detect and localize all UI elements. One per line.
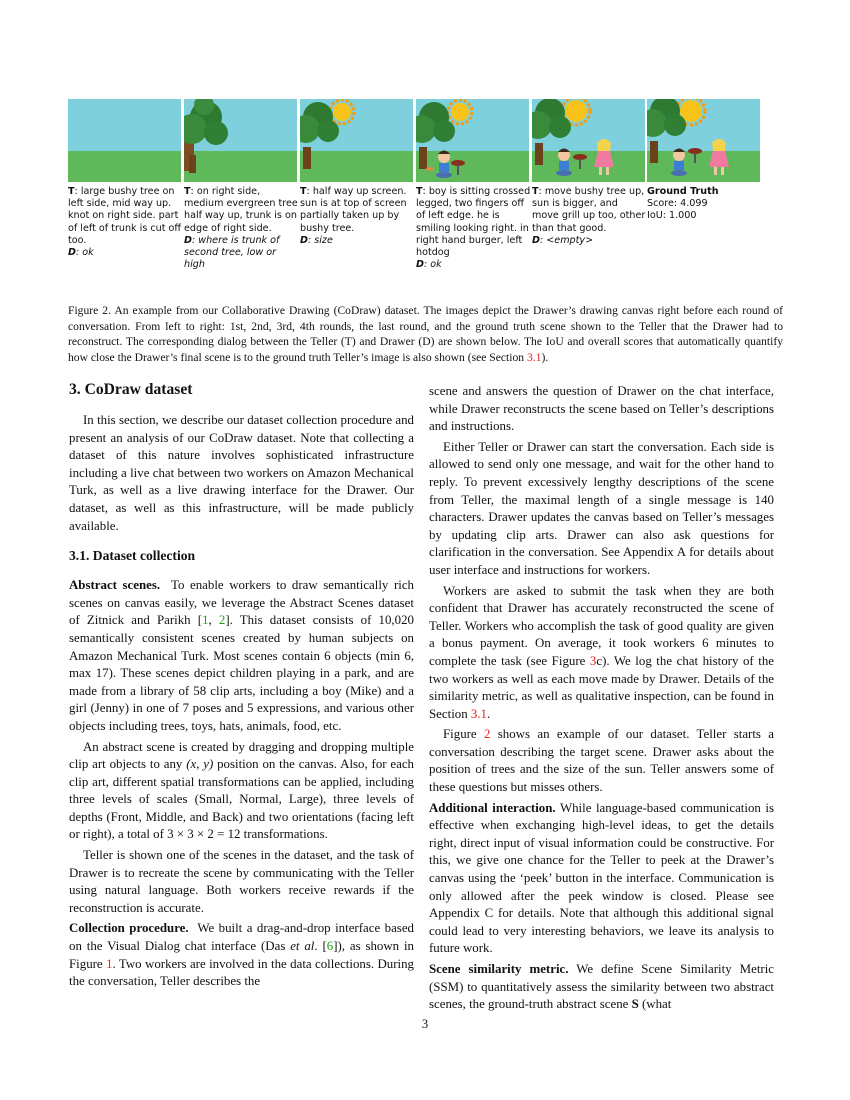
scene-similarity-paragraph: Scene similarity metric. We define Scene Similarity Metric (SSM) to quantitatively assess the similarity between two abstract scenes, the ground-truth abstract scene S (what: [429, 962, 774, 1012]
either-paragraph: Either Teller or Drawer can start the conversation. Each side is allowed to send only one message, and wait for the other hand to reply. To prevent excessively lengthy descriptions of the scene from Teller, the maximal length of a single message is 140 characters. Drawer updates the canvas based on Teller’s messages by updating clip arts. Drawer can also ask questions for clarification in the conversation. See Appendix A for details about user interface and instructions for workers.: [429, 439, 774, 577]
canvas-ground-truth: [647, 99, 760, 182]
drawer-message: D: ok: [68, 247, 94, 259]
figure-caption: Figure 2. An example from our Collaborative Drawing (CoDraw) dataset. The images depict the Drawer’s drawing canvas right before each round of conversation. From left to right: 1st, 2nd, 3rd, 4th rounds, the last round, and the ground truth scene shown to the Teller that the Drawer had to reconstruct. The corresponding dialog between the Teller (T) and Drawer (D) are shown below. The IoU and overall scores that automatically quantify how close the Drawer’s final scene is to the ground truth Teller’s image is also shown (see Section 3.1).: [68, 304, 783, 365]
drawer-message: D: ok: [416, 259, 442, 271]
canvas-round-4: [416, 99, 529, 182]
teller-message: T: boy is sitting crossed legged, two fingers off of left edge. he is smiling looking right. in right hand burger, left hotdog: [416, 186, 531, 259]
page-number: 3: [421, 1017, 429, 1031]
left-column: [69, 378, 414, 991]
workers-paragraph: Workers are asked to submit the task when they are both confident that Drawer has accurately reconstructed the scene of Teller. Workers who accomplish the task of good quality are given a bonus payment. On average, it took workers 6 minutes to complete the task (see Figure 3c). We log the chat history of the two workers as well as each move made by Drawer. Details of the similarity metric, as well as qualitative inspection, can be found in Section 3.1.: [429, 583, 774, 721]
subsection-title: 3.1. Dataset collection: [69, 548, 196, 564]
canvas-round-3: [300, 99, 413, 182]
scene-image-2: [184, 99, 297, 182]
figure-link[interactable]: 2: [484, 727, 491, 742]
teller-paragraph: Teller is shown one of the scenes in the dataset, and the task of Drawer is to recreate the scene by communicating with the Teller using natural language. Both workers receive rewards if the reconstruction is accurate.: [69, 848, 414, 915]
section-title: 3. CoDraw dataset: [69, 381, 193, 398]
intro-paragraph: In this section, we describe our dataset collection procedure and present an analysis of our CoDraw dataset. Note that collecting a dataset of this nature involves sophisticated infrastructure including a live chat between two workers on Amazon Mechanical Turk, as well as a live drawing interface for the Drawer. Our dataset, as well as this infrastructure, will be made publicly available.: [69, 413, 414, 533]
right-column: [429, 383, 774, 1014]
continued-paragraph: scene and answers the question of Drawer on the chat interface, while Drawer reconstructs the scene based on Teller’s descriptions and instructions.: [429, 384, 774, 434]
figure-example-paragraph: Figure 2 shows an example of our dataset. Teller starts a conversation describing the target scene. Drawer asks about the position of trees and the size of the sun. Teller answers some of these questions but misses others.: [429, 727, 774, 795]
ground-truth-scores: [647, 186, 762, 223]
teller-message: T: on right side, medium evergreen tree half way up, trunk is on edge of right side.: [184, 186, 298, 234]
teller-message: T: half way up screen. sun is at top of screen partially taken up by bushy tree.: [300, 186, 407, 234]
teller-message: T: large bushy tree on left side, mid way up. knot on right side. part of left of trunk is cut off too.: [68, 186, 182, 246]
canvas-round-2: [184, 99, 297, 182]
dialog-round-3: [300, 186, 415, 247]
abstract-scenes-paragraph: Abstract scenes. To enable workers to draw semantically rich scenes on canvas easily, we leverage the Abstract Scenes dataset of Zitnick and Parikh [1, 2]. This dataset consists of 10,020 semantically consistent scenes created by human subjects on Amazon Mechanical Turk. Most scenes contain 6 objects (min 6, max 17). These scenes depict children playing in a park, and are made from a library of 58 clip arts, including a boy (Mike) and a girl (Jenny) in one of 7 poses and 5 expressions, and various other objects including trees, toys, hats, animals, food, etc.: [69, 578, 414, 733]
citation-link[interactable]: 6: [326, 939, 334, 954]
ground-truth-title: Ground Truth: [647, 186, 719, 197]
dialog-round-2: [184, 186, 299, 271]
citation-link[interactable]: 1: [202, 613, 209, 628]
additional-interaction-paragraph: Additional interaction. While language-based communication is effective when exchanging high-level ideas, to get the details right, direct input of visual information could be constructive. For this, we give one chance for the Teller to peek at the Drawer’s canvas using the ‘peek’ button in the interface. Communication is only allowed after the peek window is closed. Please see Appendix C for details. Note that although this additional signal could lead to very interesting behaviors, we leave its analysis to future work.: [429, 800, 774, 956]
teller-message: T: move bushy tree up, sun is bigger, and move grill up too, other than that good.: [532, 186, 646, 234]
canvas-round-1: [68, 99, 181, 182]
drawer-message: D: size: [300, 234, 333, 246]
drawer-message: D: where is trunk of second tree, low or high: [184, 234, 280, 271]
dialog-round-4: [416, 186, 531, 271]
citation-link[interactable]: 2: [218, 613, 226, 628]
drag-drop-paragraph: An abstract scene is created by dragging and dropping multiple clip art objects to any (x, y) position on the canvas. Also, for each clip art, different spatial transformations can be applied, including three levels of scales (Small, Normal, Large), three levels of depths (Front, Middle, and Back) and two orientations (facing left or right), a total of 3 × 3 × 2 = 12 transformations.: [69, 739, 414, 842]
scene-image-4: [416, 99, 529, 182]
section-link[interactable]: 3.1: [470, 706, 488, 721]
drawer-message: D: <empty>: [532, 234, 594, 246]
figure-link[interactable]: 1: [106, 956, 113, 971]
figure-link[interactable]: 3: [589, 653, 597, 668]
dialog-round-1: [68, 186, 183, 259]
scene-image-ground-truth: [647, 99, 760, 182]
scene-image-5: [532, 99, 645, 182]
iou-value: IoU: 1.000: [647, 210, 697, 222]
scene-image-1: [68, 99, 181, 182]
canvas-round-5: [532, 99, 645, 182]
section-link[interactable]: 3.1: [526, 351, 542, 365]
scene-image-3: [300, 99, 413, 182]
collection-paragraph: Collection procedure. We built a drag-and-drop interface based on the Visual Dialog chat interface (Das et al. [6]), as shown in Figure 1. Two workers are involved in the data collections. During the conversation, Teller describes the: [69, 921, 414, 989]
dialog-round-5: [532, 186, 647, 247]
score-value: Score: 4.099: [647, 198, 708, 210]
